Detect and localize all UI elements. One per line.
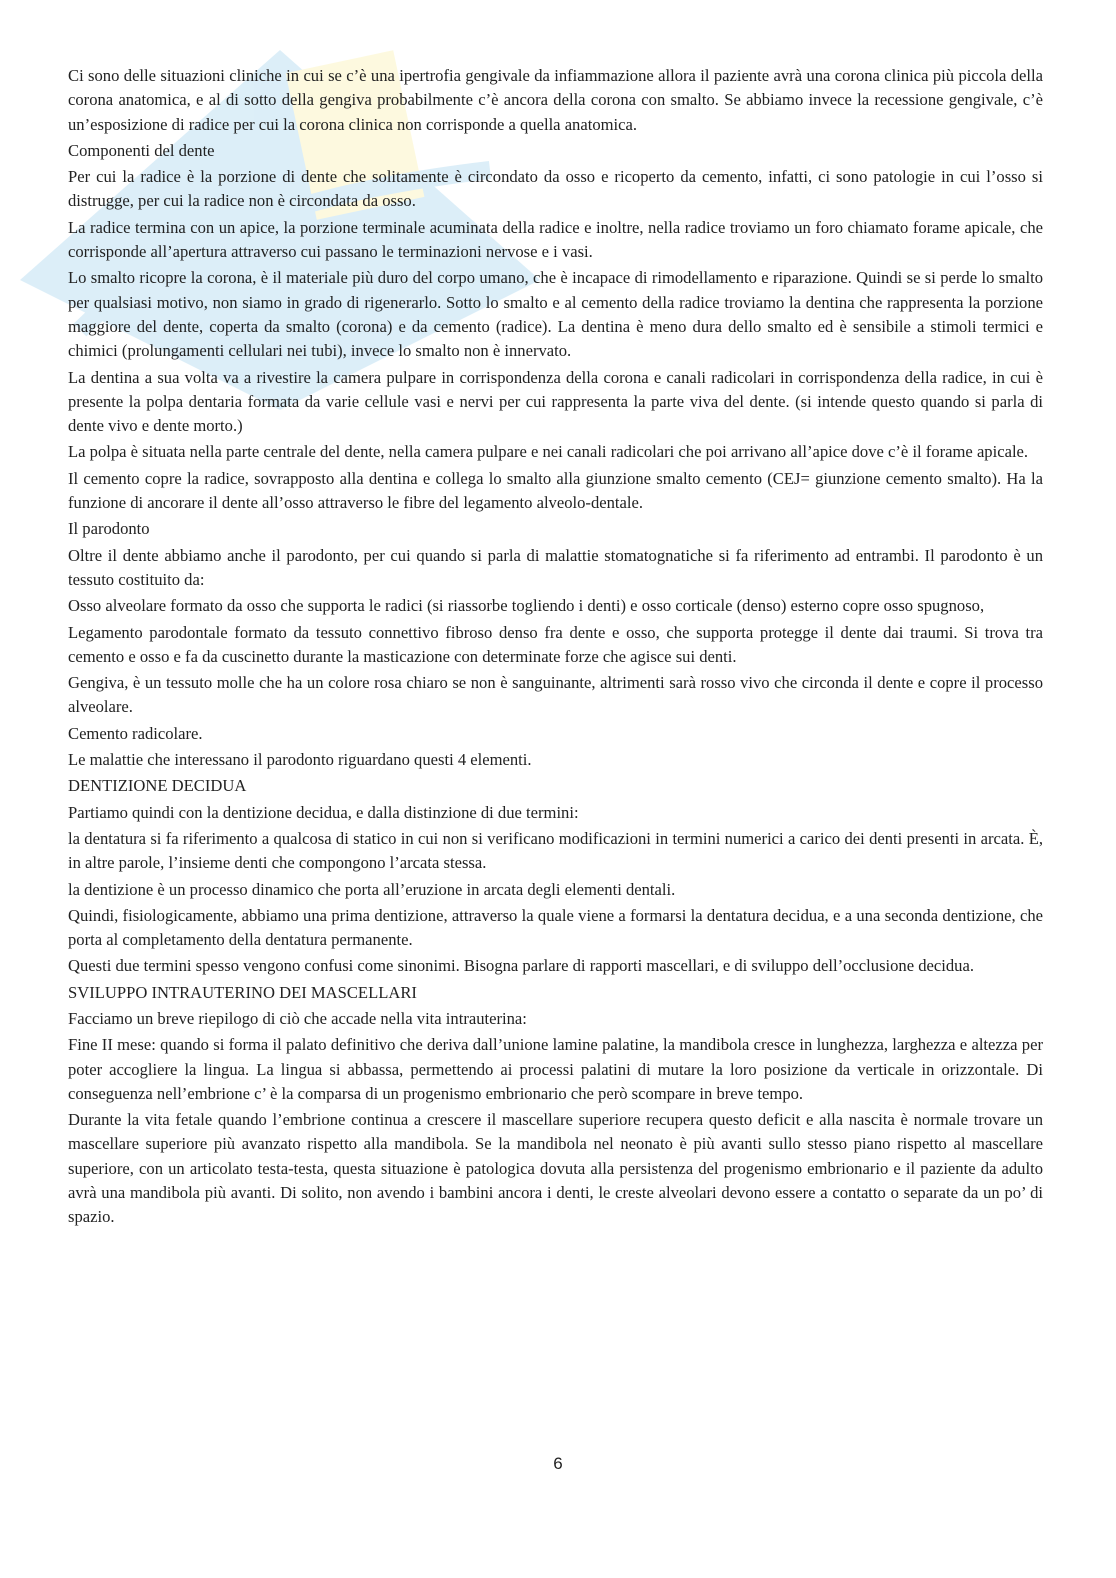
section-heading: DENTIZIONE DECIDUA (68, 776, 247, 796)
paragraph: Cemento radicolare. (68, 723, 203, 743)
section-heading: Componenti del dente (68, 140, 215, 160)
paragraph: Per cui la radice è la porzione di dente che solitamente è circondato da osso e ricoperto da cemento, infatti, ci sono patologie in cui l’osso si distrugge, per cui la radice non è circondata da osso. (68, 167, 1043, 211)
paragraph: Partiamo quindi con la dentizione decidua, e dalla distinzione di due termini: (68, 802, 579, 822)
paragraph: Osso alveolare formato da osso che supporta le radici (si riassorbe togliendo i denti) e osso corticale (denso) esterno copre osso spugnoso, (68, 596, 985, 616)
page-number: 6 (553, 1454, 563, 1473)
paragraph: Lo smalto ricopre la corona, è il materiale più duro del corpo umano, che è incapace di rimodellamento e riparazione. Quindi se si perde lo smalto per qualsiasi motivo, non siamo in grado di rigenerarlo. Sotto lo smalto e al cemento della radice troviamo la dentina che rappresenta la porzione maggiore del dente, coperta da smalto (corona) e da cemento (radice). La dentina è meno dura dello smalto ed è sensibile a stimoli termici e chimici (prolungamenti cellulari nei tubi), invece lo smalto non è innervato. (68, 268, 1043, 361)
paragraph: Legamento parodontale formato da tessuto connettivo fibroso denso fra dente e osso, che supporta protegge il dente dai traumi. Si trova tra cemento e osso e fa da cuscinetto durante la masticazione con determinate forze che agisce sui denti. (68, 622, 1043, 666)
section-heading: Il parodonto (68, 519, 150, 539)
paragraph: Il cemento copre la radice, sovrapposto alla dentina e collega lo smalto alla giunzione smalto cemento (CEJ= giunzione cemento smalto). Ha la funzione di ancorare il dente all’osso attraverso le fibre del legamento alveolo-dentale. (68, 468, 1043, 513)
paragraph: Facciamo un breve riepilogo di ciò che accade nella vita intrauterina: (68, 1008, 527, 1028)
paragraph: la dentizione è un processo dinamico che porta all’eruzione in arcata degli elementi dentali. (68, 879, 676, 899)
paragraph: Quindi, fisiologicamente, abbiamo una prima dentizione, attraverso la quale viene a formarsi la dentatura decidua, e a una seconda dentizione, che porta al completamento della dentatura permanente. (68, 905, 1043, 950)
paragraph: Durante la vita fetale quando l’embrione continua a crescere il mascellare superiore recupera questo deficit e alla nascita è normale trovare un mascellare superiore più avanzato rispetto alla mandibola. Se la mandibola nel neonato è più avanti sullo stesso piano rispetto al mascellare superiore, con un articolato testa-testa, questa situazione è patologica dovuta alla persistenza del progenismo embrionario e il paziente da adulto avrà una mandibola più avanti. Di solito, non avendo i bambini ancora i denti, le creste alveolari devono essere a contatto o separate da un po’ di spazio. (68, 1110, 1043, 1227)
paragraph: Le malattie che interessano il parodonto riguardano questi 4 elementi. (68, 750, 532, 770)
paragraph: Ci sono delle situazioni cliniche in cui se c’è una ipertrofia gengivale da infiammazione allora il paziente avrà una corona clinica più piccola della corona anatomica, e al di sotto della gengiva probabilmente c’è ancora della corona con smalto. Se abbiamo invece la recessione gengivale, c’è un’esposizione di radice per cui la corona clinica non corrisponde a quella anatomica. (68, 66, 1043, 134)
document-body (68, 64, 1043, 1232)
paragraph: Gengiva, è un tessuto molle che ha un colore rosa chiaro se non è sanguinante, altrimenti sarà rosso vivo che circonda il dente e copre il processo alveolare. (68, 673, 1043, 717)
paragraph: Fine II mese: quando si forma il palato definitivo che deriva dall’unione lamine palatine, la mandibola cresce in lunghezza, larghezza e altezza per poter accogliere la lingua. La lingua si abbassa, permettendo ai processi palatini di mutare la loro posizione da verticale in orizzontale. Di conseguenza nell’embrione c’ è la comparsa di un progenismo embrionario che però scompare in breve tempo. (68, 1035, 1043, 1103)
paragraph: Oltre il dente abbiamo anche il parodonto, per cui quando si parla di malattie stomatognatiche si fa riferimento ad entrambi. Il parodonto è un tessuto costituito da: (68, 545, 1043, 589)
paragraph: La polpa è situata nella parte centrale del dente, nella camera pulpare e nei canali radicolari che poi arrivano all’apice dove c’è il forame apicale. (68, 442, 1029, 462)
paragraph: la dentatura si fa riferimento a qualcosa di statico in cui non si verificano modificazioni in termini numerici a carico dei denti presenti in arcata. È, in altre parole, l’insieme denti che compongono l’arcata stessa. (68, 828, 1043, 873)
paragraph: La dentina a sua volta va a rivestire la camera pulpare in corrispondenza della corona e canali radicolari in corrispondenza della radice, in cui è presente la polpa dentaria formata da varie cellule vasi e nervi per cui rappresenta la parte viva del dente. (si intende questo quando si parla di dente vivo e dente morto.) (68, 367, 1043, 436)
paragraph: La radice termina con un apice, la porzione terminale acuminata della radice e inoltre, nella radice troviamo un foro chiamato forame apicale, che corrisponde all’apertura attraverso cui passano le terminazioni nervose e i vasi. (68, 217, 1043, 262)
paragraph: Questi due termini spesso vengono confusi come sinonimi. Bisogna parlare di rapporti mascellari, e di sviluppo dell’occlusione decidua. (68, 956, 974, 976)
section-heading: SVILUPPO INTRAUTERINO DEI MASCELLARI (68, 982, 417, 1002)
